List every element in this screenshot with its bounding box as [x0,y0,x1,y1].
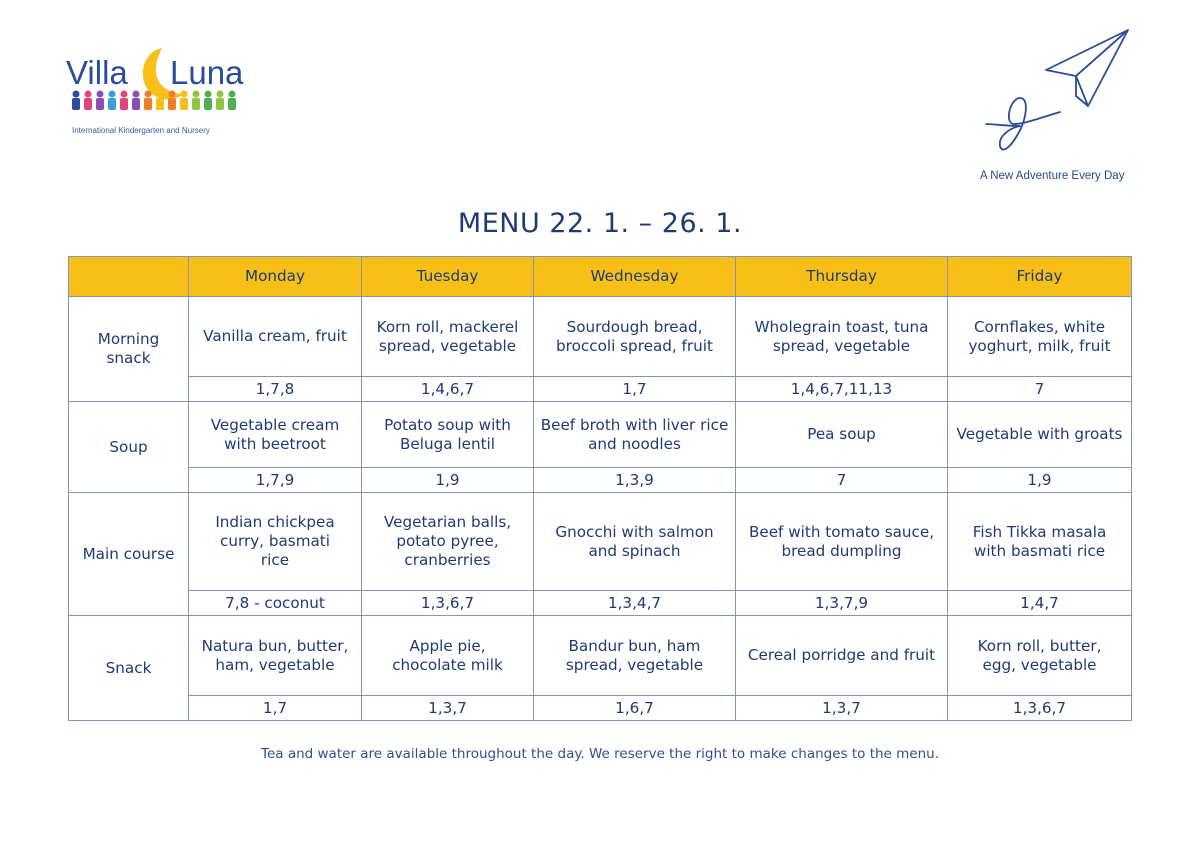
allergen-cell: 1,7 [189,696,362,721]
allergen-cell: 1,3,6,7 [362,591,534,616]
paper-plane-icon [980,28,1140,158]
dish-cell: Vegetable with groats [948,402,1132,468]
allergen-row [69,468,1132,493]
allergen-row [69,377,1132,402]
allergen-cell: 1,3,7 [736,696,948,721]
allergen-cell: 1,3,9 [534,468,736,493]
dish-cell: Bandur bun, ham spread, vegetable [534,616,736,696]
dish-cell: Korn roll, mackerel spread, vegetable [362,297,534,377]
row-label-snack: Snack [69,616,189,721]
allergen-cell: 1,4,7 [948,591,1132,616]
allergen-cell: 7,8 - coconut [189,591,362,616]
table-row [69,616,1132,696]
allergen-cell: 1,3,7 [362,696,534,721]
row-label-main-course: Main course [69,493,189,616]
allergen-cell: 7 [736,468,948,493]
dish-cell: Pea soup [736,402,948,468]
table-row [69,493,1132,591]
allergen-cell: 1,3,4,7 [534,591,736,616]
allergen-cell: 1,4,6,7 [362,377,534,402]
dish-cell: Vanilla cream, fruit [189,297,362,377]
allergen-cell: 1,7 [534,377,736,402]
dish-cell: Korn roll, butter, egg, vegetable [948,616,1132,696]
logo-villa-text: Villa [66,54,128,91]
slogan: A New Adventure Every Day [980,170,1125,182]
allergen-cell: 1,6,7 [534,696,736,721]
logo-luna-text: Luna [170,54,244,91]
dish-cell: Sourdough bread, broccoli spread, fruit [534,297,736,377]
table-row [69,297,1132,377]
dish-cell: Vegetarian balls, potato pyree, cranberries [362,493,534,591]
dish-cell: Wholegrain toast, tuna spread, vegetable [736,297,948,377]
header-thursday: Thursday [736,257,948,297]
dish-cell: Vegetable cream with beetroot [189,402,362,468]
header-wednesday: Wednesday [534,257,736,297]
dish-cell: Indian chickpea curry, basmati rice [189,493,362,591]
allergen-cell: 1,9 [948,468,1132,493]
dish-cell: Beef with tomato sauce, bread dumpling [736,493,948,591]
page-title: MENU 22. 1. – 26. 1. [457,208,743,239]
row-label-morning-snack: Morning snack [69,297,189,402]
dish-cell: Natura bun, butter, ham, vegetable [189,616,362,696]
row-label-soup: Soup [69,402,189,493]
dish-cell: Beef broth with liver rice and noodles [534,402,736,468]
footer-note: Tea and water are available throughout the day. We reserve the right to make changes to the menu. [261,746,939,762]
dish-cell: Cereal porridge and fruit [736,616,948,696]
header-corner [69,257,189,297]
allergen-row [69,591,1132,616]
table-row [69,402,1132,468]
logo-tagline: International Kindergarten and Nursery [72,126,210,135]
allergen-cell: 1,3,6,7 [948,696,1132,721]
allergen-cell: 1,9 [362,468,534,493]
allergen-cell: 1,3,7,9 [736,591,948,616]
allergen-cell: 7 [948,377,1132,402]
allergen-cell: 1,7,8 [189,377,362,402]
allergen-cell: 1,7,9 [189,468,362,493]
menu-table [68,256,1132,721]
dish-cell: Apple pie, chocolate milk [362,616,534,696]
dish-cell: Potato soup with Beluga lentil [362,402,534,468]
villa-luna-logo [66,44,246,140]
dish-cell: Fish Tikka masala with basmati rice [948,493,1132,591]
header-friday: Friday [948,257,1132,297]
header-monday: Monday [189,257,362,297]
allergen-cell: 1,4,6,7,11,13 [736,377,948,402]
header-tuesday: Tuesday [362,257,534,297]
dish-cell: Gnocchi with salmon and spinach [534,493,736,591]
header-row [69,257,1132,297]
allergen-row [69,696,1132,721]
dish-cell: Cornflakes, white yoghurt, milk, fruit [948,297,1132,377]
logo-graphic [66,44,246,124]
